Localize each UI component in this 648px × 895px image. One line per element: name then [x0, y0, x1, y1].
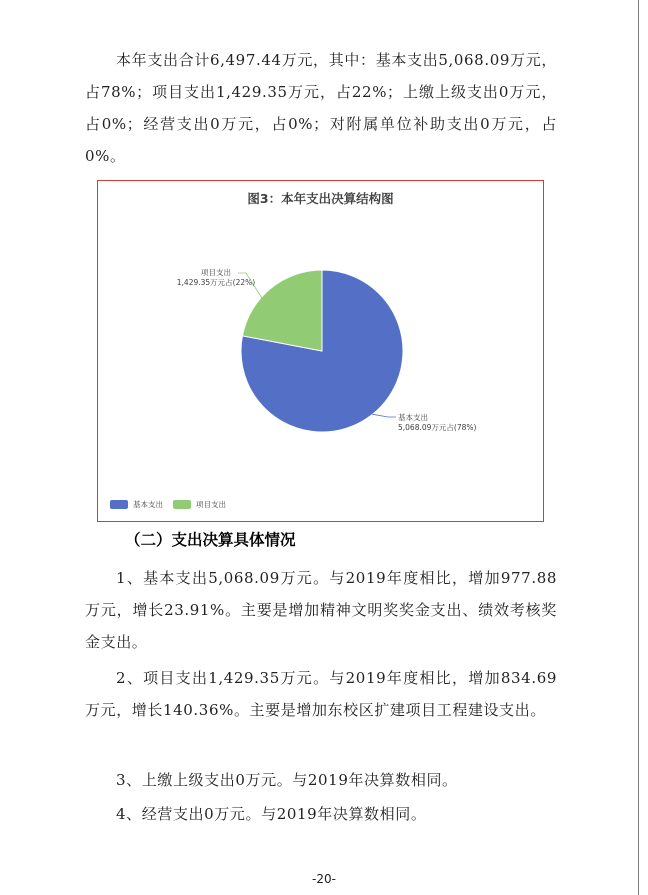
legend-swatch-项目支出	[173, 500, 191, 509]
item3-paragraph: 3、上缴上级支出0万元。与2019年决算数相同。	[116, 771, 458, 789]
legend-item-项目支出[interactable]	[173, 499, 226, 510]
pie-svg	[98, 181, 545, 523]
slice-name-label-基本支出: 基本支出	[398, 413, 428, 422]
slice-name-label-项目支出: 项目支出	[201, 268, 231, 277]
legend-label-基本支出: 基本支出	[133, 500, 163, 509]
slice-value-label-项目支出: 1,429.35万元占(22%)	[176, 278, 256, 287]
page-edge-rule	[638, 0, 639, 895]
legend-item-基本支出[interactable]	[110, 499, 163, 510]
summary-paragraph: 本年支出合计6,497.44万元，其中：基本支出5,068.09万元，占78%；项目支出1,429.35万元，占22%；上缴上级支出0万元，占0%；经营支出0万元，占0%；对附属单位补助支出0万元，占0%。	[85, 51, 557, 165]
legend-label-项目支出: 项目支出	[196, 500, 226, 509]
slice-value-label-基本支出: 5,068.09万元占(78%)	[398, 423, 477, 432]
chart-title: 图3：本年支出决算结构图	[247, 191, 394, 206]
chart-legend	[110, 499, 236, 510]
section-heading: （二）支出决算具体情况	[125, 531, 296, 549]
legend-swatch-基本支出	[110, 500, 128, 509]
item2-paragraph: 2、项目支出1,429.35万元。与2019年度相比，增加834.69万元，增长140.36%。主要是增加东校区扩建项目工程建设支出。	[85, 669, 557, 719]
page-number: -20-	[312, 872, 336, 886]
expenditure-pie-chart	[97, 180, 544, 522]
leader-line-基本支出	[372, 414, 396, 417]
item1-paragraph: 1、基本支出5,068.09万元。与2019年度相比，增加977.88万元，增长23.91%。主要是增加精神文明奖奖金支出、绩效考核奖金支出。	[85, 569, 557, 651]
item4-paragraph: 4、经营支出0万元。与2019年决算数相同。	[116, 805, 427, 823]
